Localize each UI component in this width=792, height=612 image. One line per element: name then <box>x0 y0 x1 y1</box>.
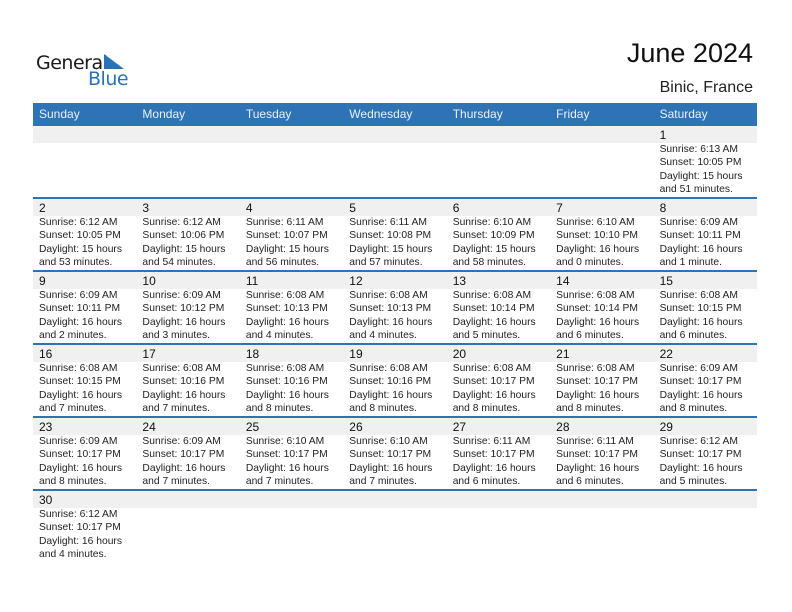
sunrise-text: Sunrise: 6:10 AM <box>556 217 635 228</box>
day-cell <box>343 418 446 489</box>
week-row <box>33 199 757 272</box>
sunrise-text: Sunrise: 6:08 AM <box>142 363 221 374</box>
sunset-text: Sunset: 10:14 PM <box>556 303 638 315</box>
sunrise-text: Sunrise: 6:11 AM <box>245 217 324 228</box>
daylight-text: Daylight: 16 hours <box>142 462 226 474</box>
empty-day-cell <box>550 491 653 562</box>
minutes-text: and 4 minutes. <box>349 330 417 342</box>
day-cell <box>343 199 446 270</box>
day-cell <box>550 272 653 343</box>
sunrise-text: Sunrise: 6:11 AM <box>349 217 427 228</box>
minutes-text: and 57 minutes. <box>349 257 423 269</box>
minutes-text: and 58 minutes. <box>452 257 526 269</box>
minutes-text: and 56 minutes. <box>245 257 320 269</box>
daylight-text: Daylight: 16 hours <box>452 316 536 328</box>
weekday-header <box>33 103 757 126</box>
sunset-text: Sunset: 10:14 PM <box>452 303 535 315</box>
day-number: 24 <box>142 420 156 434</box>
day-number: 6 <box>452 201 460 215</box>
day-number <box>556 491 653 508</box>
day-number: 29 <box>659 420 673 434</box>
daylight-text: Daylight: 15 hours <box>39 243 122 255</box>
sunset-text: Sunset: 10:16 PM <box>349 376 432 388</box>
daylight-text: Daylight: 15 hours <box>142 243 226 255</box>
empty-day-cell <box>136 491 239 562</box>
weekday-monday: Monday <box>142 107 186 121</box>
daylight-text: Daylight: 16 hours <box>39 316 122 328</box>
day-number: 26 <box>349 420 363 434</box>
day-cell <box>136 272 239 343</box>
sunrise-text: Sunrise: 6:08 AM <box>245 363 325 374</box>
day-number <box>349 491 446 508</box>
week-row <box>33 272 757 345</box>
day-cell <box>550 199 653 270</box>
day-cell <box>33 272 136 343</box>
sunrise-text: Sunrise: 6:11 AM <box>556 436 634 447</box>
sunrise-text: Sunrise: 6:09 AM <box>39 290 118 301</box>
day-number: 10 <box>142 274 156 288</box>
sunset-text: Sunset: 10:13 PM <box>245 303 328 315</box>
logo-triangle-icon <box>104 54 124 69</box>
sunset-text: Sunset: 10:16 PM <box>245 376 328 388</box>
minutes-text: and 8 minutes. <box>39 476 107 488</box>
logo-blue-text: Blue <box>88 68 129 90</box>
weekday-friday: Friday <box>556 107 590 121</box>
sunrise-text: Sunrise: 6:08 AM <box>245 290 325 301</box>
sunrise-text: Sunrise: 6:09 AM <box>142 436 221 447</box>
day-cell <box>447 272 550 343</box>
sunset-text: Sunset: 10:11 PM <box>659 230 741 242</box>
weekday-wednesday: Wednesday <box>349 107 413 121</box>
day-cell <box>136 345 239 416</box>
day-number <box>349 126 446 143</box>
daylight-text: Daylight: 15 hours <box>452 243 536 255</box>
sunset-text: Sunset: 10:12 PM <box>142 303 225 315</box>
minutes-text: and 8 minutes. <box>556 403 624 415</box>
day-number <box>556 126 653 143</box>
sunset-text: Sunset: 10:17 PM <box>142 449 225 461</box>
day-cell <box>136 199 239 270</box>
sunset-text: Sunset: 10:06 PM <box>142 230 225 242</box>
sunrise-text: Sunrise: 6:13 AM <box>659 144 738 155</box>
sunset-text: Sunset: 10:17 PM <box>452 449 535 461</box>
sunset-text: Sunset: 10:08 PM <box>349 230 432 242</box>
daylight-text: Daylight: 16 hours <box>349 462 433 474</box>
sunset-text: Sunset: 10:15 PM <box>39 376 121 388</box>
minutes-text: and 53 minutes. <box>39 257 113 269</box>
sunrise-text: Sunrise: 6:12 AM <box>39 217 118 228</box>
minutes-text: and 6 minutes. <box>556 330 624 342</box>
day-number: 23 <box>39 420 53 434</box>
day-number: 11 <box>245 274 259 288</box>
day-number <box>142 126 239 143</box>
day-cell <box>654 272 757 343</box>
sunrise-text: Sunrise: 6:08 AM <box>556 290 635 301</box>
day-cell <box>447 199 550 270</box>
daylight-text: Daylight: 16 hours <box>659 316 743 328</box>
day-cell <box>654 345 757 416</box>
sunrise-text: Sunrise: 6:08 AM <box>349 363 428 374</box>
day-number <box>246 491 343 508</box>
day-cell <box>33 199 136 270</box>
location-label: Binic, France <box>659 79 753 96</box>
sunrise-text: Sunrise: 6:10 AM <box>245 436 325 447</box>
day-number: 15 <box>659 274 673 288</box>
sunrise-text: Sunrise: 6:10 AM <box>452 217 532 228</box>
daylight-text: Daylight: 15 hours <box>659 170 743 182</box>
minutes-text: and 8 minutes. <box>659 403 728 415</box>
day-number: 3 <box>142 201 150 215</box>
daylight-text: Daylight: 16 hours <box>556 462 640 474</box>
week-row <box>33 418 757 491</box>
empty-day-cell <box>550 126 653 197</box>
daylight-text: Daylight: 16 hours <box>556 243 640 255</box>
sunset-text: Sunset: 10:17 PM <box>659 449 742 461</box>
minutes-text: and 3 minutes. <box>142 330 210 342</box>
sunrise-text: Sunrise: 6:08 AM <box>659 290 738 301</box>
day-number: 20 <box>452 347 467 361</box>
sunrise-text: Sunrise: 6:09 AM <box>39 436 118 447</box>
daylight-text: Daylight: 16 hours <box>39 389 122 401</box>
sunset-text: Sunset: 10:17 PM <box>39 522 121 534</box>
minutes-text: and 6 minutes. <box>659 330 728 342</box>
day-cell <box>240 418 343 489</box>
minutes-text: and 2 minutes. <box>39 330 107 342</box>
empty-day-cell <box>447 491 550 562</box>
sunset-text: Sunset: 10:07 PM <box>245 230 328 242</box>
minutes-text: and 8 minutes. <box>452 403 521 415</box>
minutes-text: and 7 minutes. <box>349 476 417 488</box>
day-number: 18 <box>245 347 260 361</box>
logo-general-text: General <box>36 52 108 74</box>
day-cell <box>33 491 136 562</box>
minutes-text: and 8 minutes. <box>349 403 417 415</box>
day-number: 22 <box>659 347 673 361</box>
minutes-text: and 5 minutes. <box>659 476 728 488</box>
weekday-saturday: Saturday <box>659 107 708 121</box>
minutes-text: and 4 minutes. <box>39 549 107 561</box>
sunset-text: Sunset: 10:05 PM <box>659 157 742 169</box>
day-cell <box>343 272 446 343</box>
sunset-text: Sunset: 10:10 PM <box>556 230 638 242</box>
daylight-text: Daylight: 15 hours <box>349 243 433 255</box>
daylight-text: Daylight: 16 hours <box>142 316 226 328</box>
minutes-text: and 5 minutes. <box>452 330 521 342</box>
week-row <box>33 345 757 418</box>
day-cell <box>240 199 343 270</box>
day-cell <box>240 272 343 343</box>
day-number: 14 <box>556 274 570 288</box>
minutes-text: and 7 minutes. <box>142 403 210 415</box>
sunrise-text: Sunrise: 6:12 AM <box>142 217 221 228</box>
sunrise-text: Sunrise: 6:08 AM <box>349 290 428 301</box>
sunset-text: Sunset: 10:17 PM <box>556 376 638 388</box>
day-number: 1 <box>659 128 667 142</box>
empty-day-cell <box>240 491 343 562</box>
sunrise-text: Sunrise: 6:09 AM <box>659 363 738 374</box>
day-number <box>142 491 239 508</box>
day-number: 19 <box>349 347 363 361</box>
day-cell <box>550 418 653 489</box>
day-number: 13 <box>452 274 467 288</box>
sunrise-text: Sunrise: 6:12 AM <box>39 509 118 520</box>
sunrise-text: Sunrise: 6:08 AM <box>39 363 118 374</box>
day-number <box>246 126 343 143</box>
day-cell <box>33 418 136 489</box>
day-number: 5 <box>349 201 356 215</box>
day-cell <box>447 418 550 489</box>
day-cell <box>654 418 757 489</box>
empty-day-cell <box>343 126 446 197</box>
day-number <box>453 491 550 508</box>
empty-day-cell <box>447 126 550 197</box>
daylight-text: Daylight: 16 hours <box>452 462 536 474</box>
sunrise-text: Sunrise: 6:08 AM <box>452 290 532 301</box>
minutes-text: and 1 minute. <box>659 257 722 269</box>
daylight-text: Daylight: 16 hours <box>245 462 329 474</box>
day-number: 27 <box>452 420 467 434</box>
week-row <box>33 491 757 562</box>
daylight-text: Daylight: 16 hours <box>39 462 122 474</box>
daylight-text: Daylight: 16 hours <box>349 316 433 328</box>
day-number: 28 <box>556 420 570 434</box>
day-cell <box>136 418 239 489</box>
empty-day-cell <box>33 126 136 197</box>
page-title: June 2024 <box>626 38 753 68</box>
daylight-text: Daylight: 16 hours <box>659 243 743 255</box>
day-cell <box>550 345 653 416</box>
day-number <box>453 126 550 143</box>
minutes-text: and 8 minutes. <box>245 403 314 415</box>
minutes-text: and 7 minutes. <box>39 403 107 415</box>
day-cell <box>240 345 343 416</box>
sunset-text: Sunset: 10:17 PM <box>245 449 328 461</box>
sunrise-text: Sunrise: 6:09 AM <box>142 290 221 301</box>
weekday-thursday: Thursday <box>452 107 503 121</box>
weekday-tuesday: Tuesday <box>245 107 292 121</box>
day-number: 30 <box>39 493 53 507</box>
sunset-text: Sunset: 10:13 PM <box>349 303 432 315</box>
day-number: 9 <box>39 274 46 288</box>
sunrise-text: Sunrise: 6:11 AM <box>452 436 531 447</box>
daylight-text: Daylight: 15 hours <box>245 243 329 255</box>
daylight-text: Daylight: 16 hours <box>245 316 329 328</box>
minutes-text: and 51 minutes. <box>659 184 733 196</box>
day-number: 7 <box>556 201 563 215</box>
sunset-text: Sunset: 10:16 PM <box>142 376 225 388</box>
day-cell <box>654 126 757 197</box>
minutes-text: and 0 minutes. <box>556 257 624 269</box>
sunset-text: Sunset: 10:11 PM <box>39 303 121 315</box>
daylight-text: Daylight: 16 hours <box>245 389 329 401</box>
daylight-text: Daylight: 16 hours <box>556 316 640 328</box>
sunrise-text: Sunrise: 6:08 AM <box>556 363 635 374</box>
minutes-text: and 7 minutes. <box>245 476 314 488</box>
day-number: 12 <box>349 274 363 288</box>
daylight-text: Daylight: 16 hours <box>659 462 743 474</box>
daylight-text: Daylight: 16 hours <box>349 389 433 401</box>
day-cell <box>654 199 757 270</box>
daylight-text: Daylight: 16 hours <box>659 389 743 401</box>
day-cell <box>33 345 136 416</box>
sunset-text: Sunset: 10:17 PM <box>556 449 638 461</box>
empty-day-cell <box>654 491 757 562</box>
daylight-text: Daylight: 16 hours <box>556 389 640 401</box>
sunset-text: Sunset: 10:17 PM <box>349 449 432 461</box>
day-number: 16 <box>39 347 53 361</box>
day-number <box>660 491 757 508</box>
daylight-text: Daylight: 16 hours <box>39 535 122 547</box>
sunset-text: Sunset: 10:17 PM <box>452 376 535 388</box>
logo <box>36 52 136 88</box>
minutes-text: and 54 minutes. <box>142 257 216 269</box>
calendar-grid <box>33 103 757 562</box>
day-number: 21 <box>556 347 570 361</box>
empty-day-cell <box>240 126 343 197</box>
sunrise-text: Sunrise: 6:10 AM <box>349 436 428 447</box>
sunset-text: Sunset: 10:15 PM <box>659 303 742 315</box>
minutes-text: and 7 minutes. <box>142 476 210 488</box>
sunrise-text: Sunrise: 6:09 AM <box>659 217 738 228</box>
sunset-text: Sunset: 10:17 PM <box>39 449 121 461</box>
weekday-sunday: Sunday <box>39 107 80 121</box>
empty-day-cell <box>343 491 446 562</box>
sunset-text: Sunset: 10:09 PM <box>452 230 535 242</box>
week-row <box>33 126 757 199</box>
empty-day-cell <box>136 126 239 197</box>
day-number: 2 <box>39 201 46 215</box>
day-number: 8 <box>659 201 667 215</box>
daylight-text: Daylight: 16 hours <box>142 389 226 401</box>
day-number <box>39 126 136 143</box>
sunrise-text: Sunrise: 6:12 AM <box>659 436 738 447</box>
sunset-text: Sunset: 10:05 PM <box>39 230 121 242</box>
minutes-text: and 6 minutes. <box>452 476 521 488</box>
day-number: 25 <box>245 420 260 434</box>
sunrise-text: Sunrise: 6:08 AM <box>452 363 532 374</box>
day-number: 4 <box>245 201 253 215</box>
minutes-text: and 4 minutes. <box>245 330 314 342</box>
daylight-text: Daylight: 16 hours <box>452 389 536 401</box>
day-cell <box>343 345 446 416</box>
minutes-text: and 6 minutes. <box>556 476 624 488</box>
day-cell <box>447 345 550 416</box>
sunset-text: Sunset: 10:17 PM <box>659 376 742 388</box>
day-number: 17 <box>142 347 156 361</box>
